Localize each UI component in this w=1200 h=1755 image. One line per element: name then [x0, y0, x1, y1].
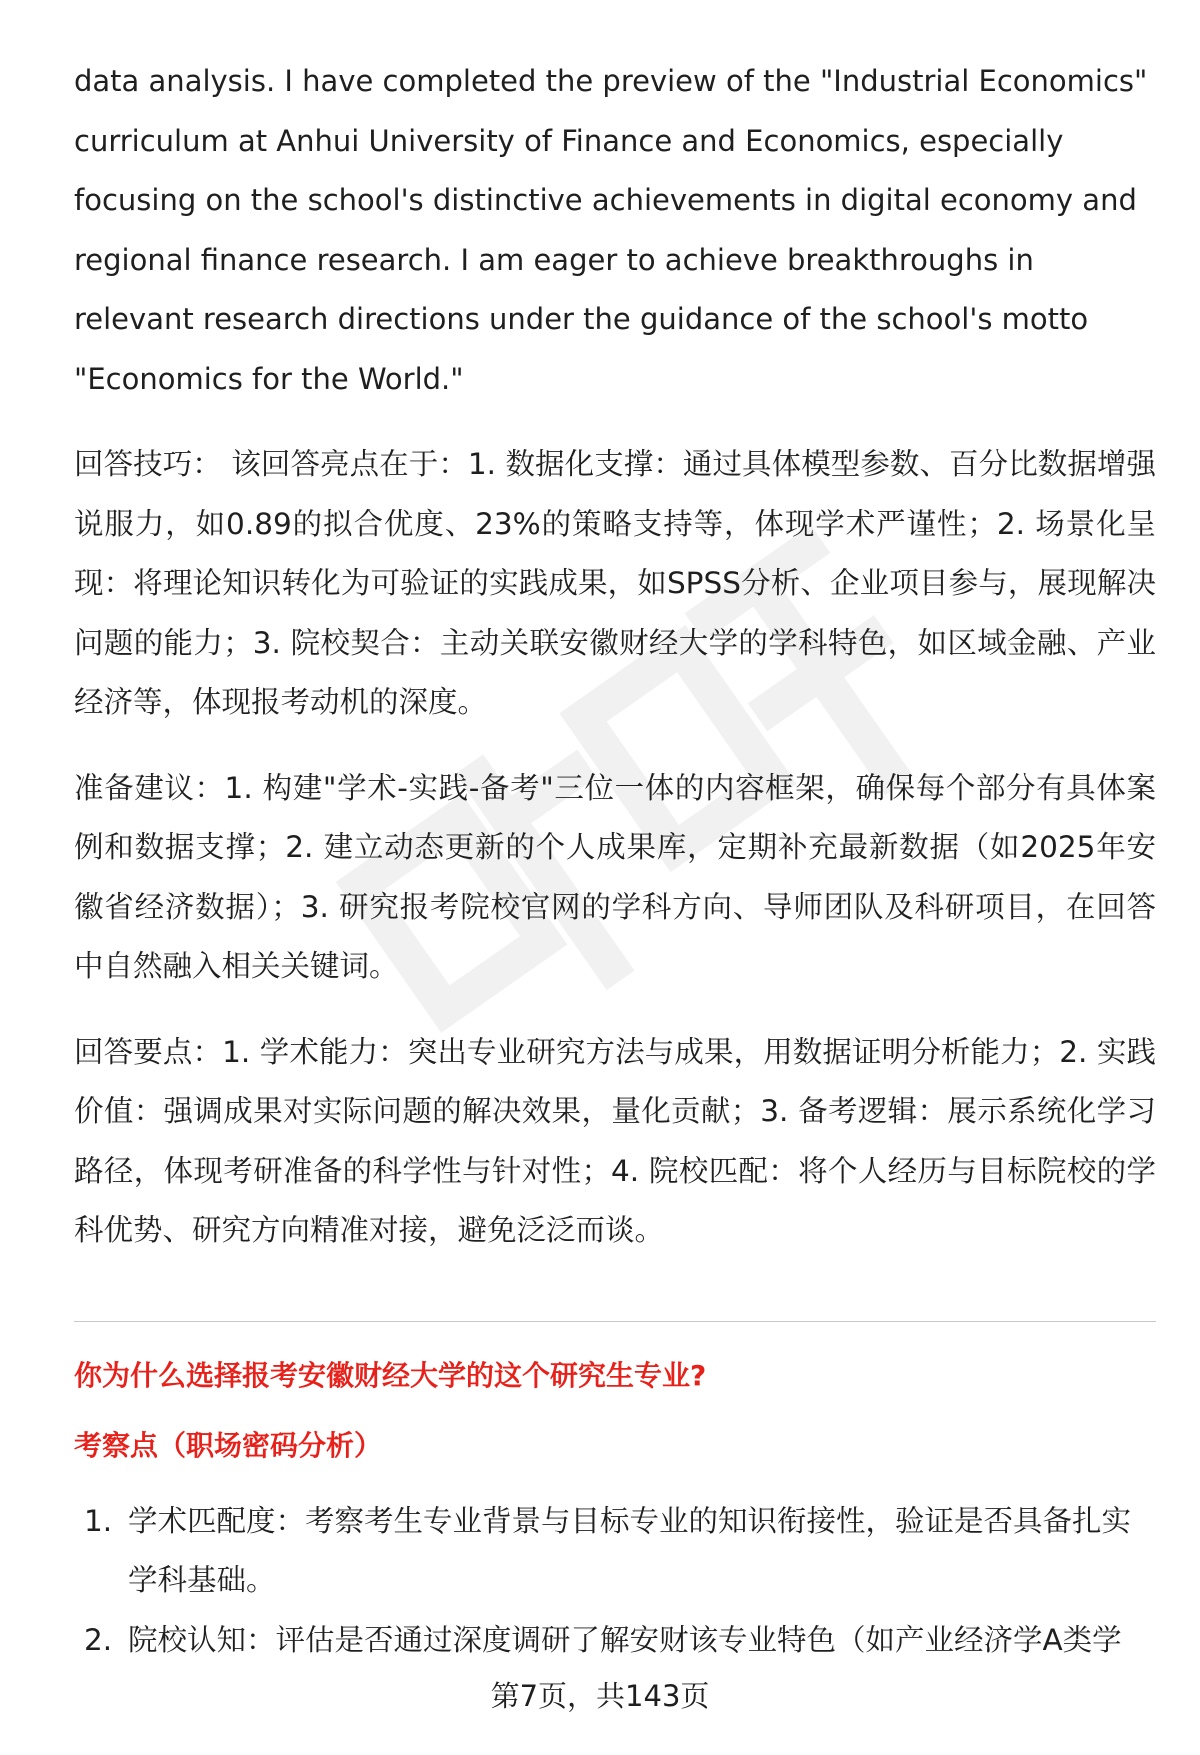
- list-item-number: 2.: [84, 1622, 113, 1657]
- list-item: [74, 1611, 1156, 1671]
- question-title: 你为什么选择报考安徽财经大学的这个研究生专业?: [74, 1358, 707, 1392]
- page-number-footer: 第7页，共143页: [490, 1679, 710, 1713]
- intro-paragraph: data analysis. I have completed the preview of the "Industrial Economics" curriculum at Anhui University of Finance and Economics, especially focusing on the school's distinctive achievements in digital economy and regional finance research. I am eager to achieve breakthroughs in relevant research directions under the guidance of the school's motto "Economics for the World.": [74, 64, 1148, 396]
- prep-advice-paragraph: 准备建议：1. 构建"学术-实践-备考"三位一体的内容框架，确保每个部分有具体案例和数据支撑；2. 建立动态更新的个人成果库，定期补充最新数据（如2025年安徽省经济数据）；3. 研究报考院校官网的学科方向、导师团队及科研项目，在回答中自然融入相关关键词。: [74, 770, 1156, 983]
- list-item: [74, 1492, 1156, 1611]
- answer-tips-paragraph: 回答技巧： 该回答亮点在于：1. 数据化支撑：通过具体模型参数、百分比数据增强说服力，如0.89的拟合优度、23%的策略支持等，体现学术严谨性；2. 场景化呈现：将理论知识转化为可验证的实践成果，如SPSS分析、企业项目参与，展现解决问题的能力；3. 院校契合：主动关联安徽财经大学的学科特色，如区域金融、产业经济等，体现报考动机的深度。: [74, 447, 1156, 719]
- page-content: [74, 52, 1156, 1670]
- list-item-text: 院校认知：评估是否通过深度调研了解安财该专业特色（如产业经济学A类学: [128, 1622, 1122, 1657]
- list-item-number: 1.: [84, 1503, 113, 1538]
- key-points-paragraph: 回答要点：1. 学术能力：突出专业研究方法与成果，用数据证明分析能力；2. 实践价值：强调成果对实际问题的解决效果，量化贡献；3. 备考逻辑：展示系统化学习路径，体现考研准备的科学性与针对性；4. 院校匹配：将个人经历与目标院校的学科优势、研究方向精准对接，避免泛泛而谈。: [74, 1034, 1156, 1247]
- list-item-text: 学术匹配度：考察考生专业背景与目标专业的知识衔接性，验证是否具备扎实学科基础。: [128, 1503, 1132, 1597]
- point-list: [74, 1492, 1156, 1671]
- section-title: 考察点（职场密码分析）: [74, 1428, 383, 1462]
- section-divider: [74, 1321, 1156, 1322]
